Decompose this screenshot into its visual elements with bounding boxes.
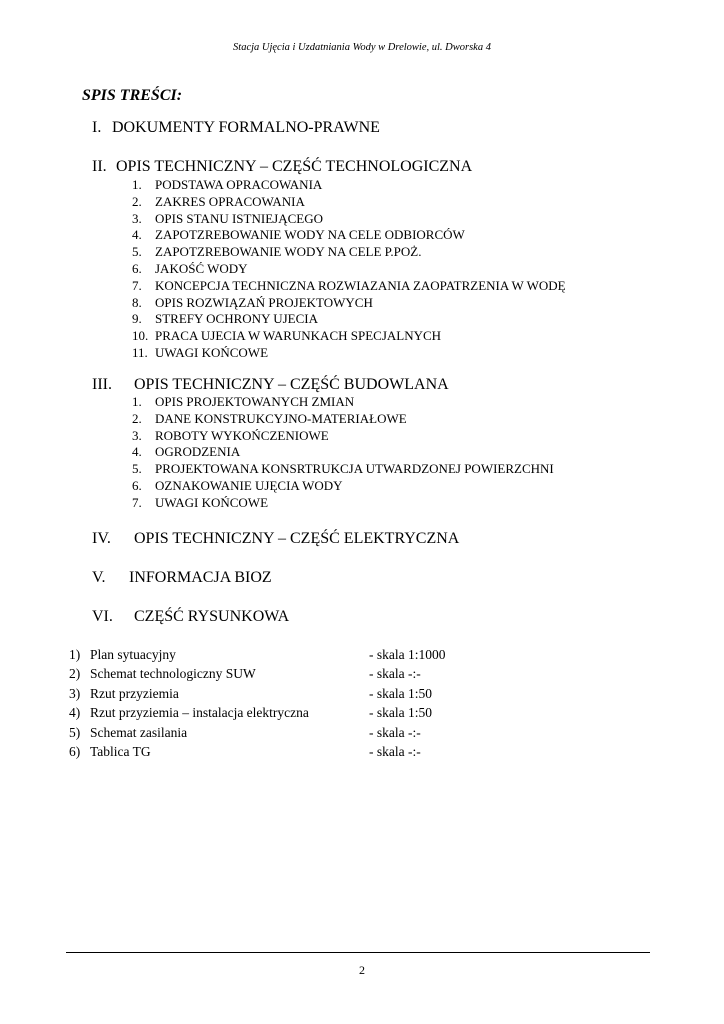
drawing-item: 6) Tablica TG - skala -:-: [69, 743, 421, 759]
list-item: 7. UWAGI KOŃCOWE: [132, 494, 269, 510]
section-title: INFORMACJA BIOZ: [129, 569, 272, 586]
section-number: I.: [92, 119, 102, 136]
list-item: 5. ZAPOTZREBOWANIE WODY NA CELE P.POŻ.: [132, 244, 422, 260]
section-title: CZĘŚĆ RYSUNKOWA: [134, 608, 290, 625]
section-2-heading: [92, 158, 472, 176]
section-3-heading: [92, 376, 449, 394]
section-5-heading: [92, 569, 272, 587]
drawings-list: [69, 645, 489, 761]
drawing-item: 3) Rzut przyziemia - skala 1:50: [69, 685, 432, 701]
section-title: OPIS TECHNICZNY – CZĘŚĆ BUDOWLANA: [134, 376, 449, 393]
section-title: DOKUMENTY FORMALNO-PRAWNE: [112, 119, 380, 136]
section-title: OPIS TECHNICZNY – CZĘŚĆ TECHNOLOGICZNA: [116, 158, 473, 175]
section-3-subitems: [132, 394, 554, 512]
section-2-subitems: [132, 177, 566, 362]
drawing-item: 1) Plan sytuacyjny - skala 1:1000: [69, 647, 446, 662]
list-item: 10. PRACA UJECIA W WARUNKACH SPECJALNYCH: [132, 328, 442, 344]
list-item: 6. OZNAKOWANIE UJĘCIA WODY: [132, 477, 343, 493]
list-item: 3. ROBOTY WYKOŃCZENIOWE: [132, 427, 329, 443]
drawing-item: 2) Schemat technologiczny SUW - skala -:-: [69, 666, 421, 682]
list-item: 2. DANE KONSTRUKCYJNO-MATERIAŁOWE: [132, 410, 407, 426]
section-1-heading: [92, 119, 380, 137]
toc-title: SPIS TREŚCI:: [82, 87, 183, 104]
section-number: IV.: [92, 530, 111, 547]
page-number: 2: [359, 963, 365, 977]
list-item: 9. STREFY OCHRONY UJECIA: [132, 311, 318, 327]
list-item: 4. OGRODZENIA: [132, 444, 241, 460]
list-item: 3. OPIS STANU ISTNIEJĄCEGO: [132, 210, 323, 226]
section-number: VI.: [92, 608, 113, 625]
section-number: III.: [92, 376, 112, 393]
section-number: V.: [92, 569, 106, 586]
footer-divider: [66, 952, 650, 953]
section-title: OPIS TECHNICZNY – CZĘŚĆ ELEKTRYCZNA: [134, 530, 460, 547]
section-6-heading: [92, 608, 289, 626]
drawing-item: 4) Rzut przyziemia – instalacja elektryczna - skala 1:50: [69, 705, 432, 721]
section-4-heading: [92, 530, 459, 548]
list-item: 1. OPIS PROJEKTOWANYCH ZMIAN: [132, 394, 355, 409]
list-item: 5. PROJEKTOWANA KONSRTRUKCJA UTWARDZONEJ POWIERZCHNI: [132, 461, 554, 477]
list-item: 6. JAKOŚĆ WODY: [132, 260, 248, 276]
page-header: Stacja Ujęcia i Uzdatniania Wody w Drelowie, ul. Dworska 4: [233, 42, 491, 53]
list-item: 8. OPIS ROZWIĄZAŃ PROJEKTOWYCH: [132, 294, 373, 310]
section-number: II.: [92, 158, 107, 175]
list-item: 11. UWAGI KOŃCOWE: [132, 344, 269, 360]
list-item: 7. KONCEPCJA TECHNICZNA ROZWIAZANIA ZAOPATRZENIA W WODĘ: [132, 277, 566, 293]
drawing-item: 5) Schemat zasilania - skala -:-: [69, 724, 421, 740]
list-item: 1. PODSTAWA OPRACOWANIA: [132, 177, 323, 192]
list-item: 2. ZAKRES OPRACOWANIA: [132, 193, 305, 209]
list-item: 4. ZAPOTZREBOWANIE WODY NA CELE ODBIORCÓW: [132, 227, 465, 243]
